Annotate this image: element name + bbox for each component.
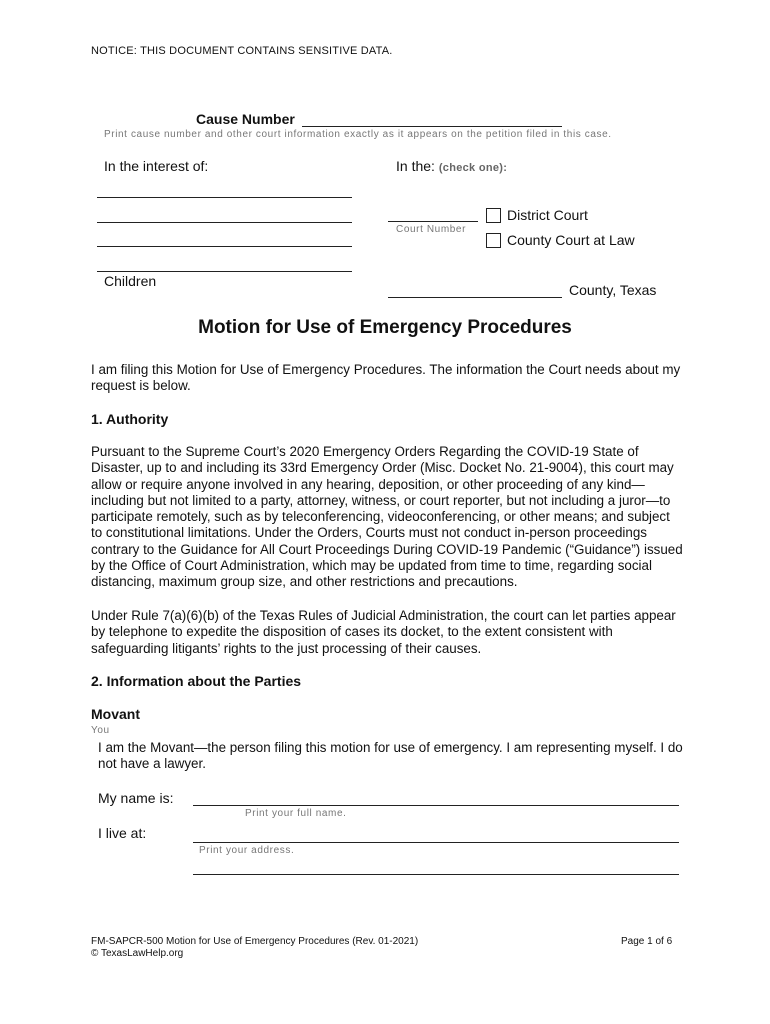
cause-number-label: Cause Number — [196, 111, 295, 127]
footer-info — [91, 936, 418, 960]
interest-label: In the interest of: — [104, 158, 209, 174]
child-name-field-2[interactable] — [97, 222, 352, 223]
child-name-field-4[interactable] — [97, 271, 352, 272]
movant-statement: I am the Movant—the person filing this motion for use of emergency. I am representing myself. I do not have a lawyer. — [98, 740, 683, 772]
in-the-label — [396, 158, 507, 174]
authority-paragraph-2: Under Rule 7(a)(6)(b) of the Texas Rules of Judicial Administration, the court can let parties appear by telephone to expedite the disposition of cases its docket, to the extent consistent with safeguarding litigants’ rights to the just processing of their causes. — [91, 608, 676, 656]
address-field-2[interactable] — [193, 874, 679, 875]
in-the-text: In the: — [396, 158, 435, 174]
cause-hint: Print cause number and other court information exactly as it appears on the petition filed in this case. — [104, 129, 612, 140]
child-name-field-3[interactable] — [97, 246, 352, 247]
check-one-hint: (check one): — [438, 162, 508, 174]
you-hint: You — [91, 725, 110, 736]
county-court-label: County Court at Law — [507, 232, 635, 248]
name-hint: Print your full name. — [245, 808, 347, 819]
county-court-checkbox[interactable] — [486, 233, 501, 248]
court-number-field[interactable] — [388, 221, 478, 222]
notice-text: NOTICE: THIS DOCUMENT CONTAINS SENSITIVE DATA. — [91, 45, 393, 57]
footer-form-id: FM-SAPCR-500 Motion for Use of Emergency Procedures (Rev. 01-2021) — [91, 936, 419, 947]
document-title: Motion for Use of Emergency Procedures — [198, 317, 572, 338]
page-number: Page 1 of 6 — [621, 936, 673, 947]
children-label: Children — [104, 273, 157, 289]
address-field-1[interactable] — [193, 842, 679, 843]
name-label: My name is: — [98, 790, 174, 806]
intro-paragraph: I am filing this Motion for Use of Emergency Procedures. The information the Court needs about my request is below. — [91, 362, 681, 394]
address-hint: Print your address. — [199, 845, 295, 856]
district-court-option[interactable] — [486, 207, 588, 223]
district-court-checkbox[interactable] — [486, 208, 501, 223]
county-label: County, Texas — [569, 282, 657, 298]
movant-heading: Movant — [91, 706, 140, 722]
child-name-field-1[interactable] — [97, 197, 352, 198]
authority-paragraph-1: Pursuant to the Supreme Court’s 2020 Emergency Orders Regarding the COVID-19 State of Disaster, up to and including its 33rd Emergency Order (Misc. Docket No. 21-9004), this court may allow or require anyone involved in any hearing, deposition, or other proceeding of any kind—including but not limited to a party, attorney, witness, or court reporter, but not including a juror—to participate remotely, such as by teleconferencing, videoconferencing, or other means; and subject to constitutional limitations. Under the Orders, Courts must not conduct in-person proceedings contrary to the Guidance for All Court Proceedings During COVID-19 Pandemic (“Guidance”) issued by the Office of Court Administration, which may be updated from time to time, regarding social distancing, maximum group size, and other restrictions and precautions. — [91, 444, 683, 590]
court-number-hint: Court Number — [396, 224, 466, 235]
section-authority-heading: 1. Authority — [91, 411, 169, 427]
footer-site: © TexasLawHelp.org — [91, 948, 184, 959]
address-label: I live at: — [98, 825, 147, 841]
district-court-label: District Court — [507, 207, 588, 223]
name-field[interactable] — [193, 805, 679, 806]
section-parties-heading: 2. Information about the Parties — [91, 673, 302, 689]
county-court-option[interactable] — [486, 232, 635, 248]
county-field[interactable] — [388, 297, 562, 298]
cause-number-field[interactable] — [302, 126, 562, 127]
